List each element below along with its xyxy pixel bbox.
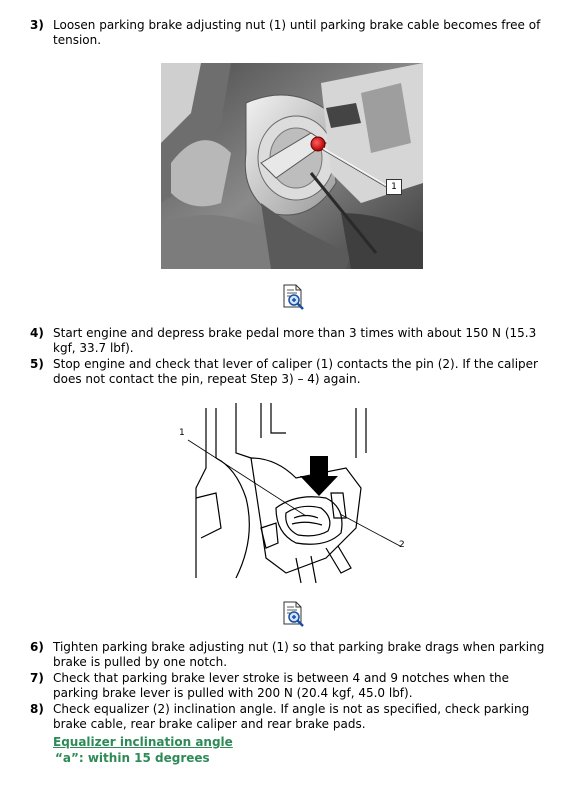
- caliper-lever-pin-figure: [176, 398, 411, 586]
- step-text: Tighten parking brake adjusting nut (1) so that parking brake drags when parking brake is pulled by one notch.: [53, 640, 545, 669]
- step-7: [30, 671, 550, 701]
- step-4: [30, 326, 550, 356]
- zoom-document-icon[interactable]: [282, 284, 306, 310]
- figure-1-illustration: [161, 63, 423, 269]
- step-number: 4): [30, 326, 44, 340]
- step-number: 6): [30, 640, 44, 654]
- callout-2: 2: [399, 540, 405, 550]
- callout-1: 1: [179, 428, 185, 438]
- step-3: [30, 18, 550, 48]
- step-5: [30, 357, 550, 387]
- step-number: 8): [30, 702, 44, 716]
- step-text: Loosen parking brake adjusting nut (1) until parking brake cable becomes free of tension.: [53, 18, 541, 47]
- zoom-document-icon[interactable]: [282, 601, 306, 627]
- step-text: Check that parking brake lever stroke is between 4 and 9 notches when the parking brake lever is pulled with 200 N (20.4 kgf, 45.0 lbf).: [53, 671, 510, 700]
- parking-brake-nut-figure: [161, 63, 423, 269]
- adjusting-nut-marker: [311, 137, 325, 151]
- step-number: 5): [30, 357, 44, 371]
- spec-title-link[interactable]: Equalizer inclination angle: [53, 735, 233, 749]
- step-number: 3): [30, 18, 44, 32]
- callout-1: 1: [386, 179, 402, 195]
- step-8: [30, 702, 550, 732]
- step-text: Stop engine and check that lever of caliper (1) contacts the pin (2). If the caliper does not contact the pin, repeat Step 3) – 4) again.: [53, 357, 538, 386]
- figure-2-illustration: [176, 398, 411, 586]
- step-text: Check equalizer (2) inclination angle. If angle is not as specified, check parking brake cable, rear brake caliper and rear brake pads.: [53, 702, 530, 731]
- step-text: Start engine and depress brake pedal more than 3 times with about 150 N (15.3 kgf, 33.7 lbf).: [53, 326, 537, 355]
- spec-value: “a”: within 15 degrees: [55, 751, 210, 765]
- step-6: [30, 640, 550, 670]
- step-number: 7): [30, 671, 44, 685]
